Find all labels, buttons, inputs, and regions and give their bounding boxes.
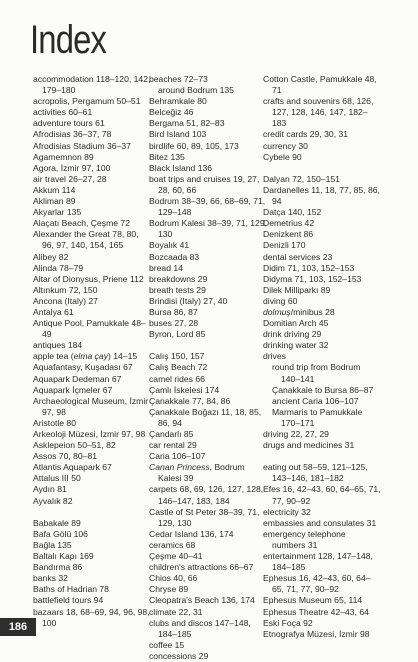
index-entry: Calış Beach 72	[149, 362, 208, 373]
index-entry: drives	[263, 351, 286, 362]
index-entry: coffee 15	[149, 639, 185, 650]
index-entry: diving 60	[263, 295, 298, 306]
index-subentry: Marmaris to Pamukkale 170–171	[272, 406, 363, 428]
index-entry: Alinda 78–79	[33, 262, 84, 273]
index-entry: Aquapark Dedeman 67	[33, 373, 122, 384]
index-entry: Dardanelles 11, 18, 77, 85, 86, 94	[263, 184, 380, 207]
index-entry: bazaars 18, 68–69, 94, 96, 98, 100	[33, 606, 150, 628]
index-entry: Ancona (Italy) 27	[33, 295, 98, 306]
index-entry: breakdowns 29	[149, 273, 208, 284]
index-entry: activities 60–61	[33, 107, 93, 118]
index-entry: dental services 23	[263, 251, 333, 262]
index-entry: crafts and souvenirs 68, 126, 127, 128, 146, 147, 182–183	[263, 96, 374, 129]
index-entry: Afrodisias Stadium 36–37	[33, 140, 131, 151]
index-entry: dolmuş/minibus 28	[263, 306, 335, 317]
index-entry: Boyalık 41	[149, 240, 190, 251]
index-entry: Byron, Lord 85	[149, 329, 206, 340]
index-entry: Altar of Dionysus, Priene 112	[33, 273, 144, 284]
index-entry: Chryse 89	[149, 584, 189, 595]
index-entry: Behramkale 80	[149, 96, 207, 107]
index-entry: Didyma 71, 103, 152–153	[263, 273, 362, 284]
index-subentry: ancient Caria 106–107	[272, 395, 359, 406]
index-entry: birdlife 60, 89, 105, 173	[149, 140, 239, 151]
index-entry: Afrodisias 36–37, 78	[33, 129, 112, 140]
index-entry: Etnografya Müzesi, İzmir 98	[263, 628, 370, 639]
index-entry: Çamlı İskelesi 174	[149, 384, 220, 395]
letter-group-gap	[33, 507, 151, 518]
index-entry: Efes 16, 42–43, 60, 64–65, 71, 77, 90–92	[263, 484, 381, 506]
index-entry: Denizkent 86	[263, 229, 314, 240]
index-entry: carpets 68, 69, 126, 127, 128, 146–147, 183, 184	[149, 484, 264, 506]
index-entry: Agamemnon 89	[33, 151, 94, 162]
index-entry: clubs and discos 147–148, 184–185	[149, 617, 251, 639]
index-entry: Ephesus Theatre 42–43, 64	[263, 606, 369, 617]
index-entry: air travel 26–27, 28	[33, 173, 107, 184]
index-entry: Datça 140, 152	[263, 207, 322, 218]
index-entry: adventure tours 61	[33, 118, 105, 129]
index-subentry: round trip from Bodrum 140–141	[272, 362, 361, 384]
index-entry: Bafa Gölü 106	[33, 528, 88, 539]
index-entry: Bozcaada 83	[149, 251, 200, 262]
index-entry: drugs and medicines 31	[263, 440, 355, 451]
index-subentry: around Bodrum 135	[158, 85, 234, 96]
index-entry: Calış 150, 157	[149, 351, 205, 362]
index-column-1	[33, 74, 151, 629]
index-entry: Cotton Castle, Pamukkale 48, 71	[263, 74, 377, 96]
index-entry: Bird Island 103	[149, 129, 207, 140]
index-entry: children's attractions 66–67	[149, 562, 254, 573]
page-number: 186	[0, 618, 36, 636]
index-entry: ceramics 68	[149, 539, 196, 550]
index-entry: buses 27, 28	[149, 318, 199, 329]
index-column-3	[263, 74, 381, 640]
index-entry: Aristotle 80	[33, 417, 76, 428]
index-entry: Cybele 90	[263, 151, 302, 162]
index-entry: Aydın 81	[33, 484, 67, 495]
page-title: Index	[30, 18, 107, 62]
index-entry: Baltalı Kapı 169	[33, 551, 94, 562]
index-entry: Çanakkale 77, 84, 86	[149, 395, 231, 406]
index-entry: Agora, İzmir 97, 100	[33, 162, 111, 173]
index-entry: Bodrum 38–39, 66, 68–69, 71, 129–148	[149, 196, 266, 218]
index-entry: accommodation 118–120, 142, 179–180	[33, 74, 151, 96]
index-entry: Black Island 136	[149, 162, 213, 173]
index-entry: antiques 184	[33, 340, 83, 351]
index-entry: Eski Foça 92	[263, 617, 313, 628]
index-entry: Akyarlar 135	[33, 207, 82, 218]
index-entry: Alaçatı Beach, Çeşme 72	[33, 218, 130, 229]
index-entry: Brindisi (Italy) 27, 40	[149, 295, 228, 306]
letter-group-gap	[263, 451, 381, 462]
index-entry: Castle of St Peter 38–39, 71, 129, 130	[149, 506, 260, 528]
index-entry: banks 32	[33, 573, 68, 584]
index-entry: Arkeoloji Müzesi, İzmir 97, 98	[33, 429, 146, 439]
index-entry: currency 30	[263, 140, 308, 151]
index-entry: Alexander the Great 78, 80, 96, 97, 140, 154, 165	[33, 229, 139, 251]
index-entry: drink driving 29	[263, 329, 322, 340]
index-entry: emergency telephone numbers 31	[263, 528, 346, 550]
index-entry: Cleopatra's Beach 136, 174	[149, 595, 255, 606]
index-entry: entertainment 128, 147–148, 184–185	[263, 551, 373, 573]
index-entry: Antique Pool, Pamukkale 48–49	[33, 318, 146, 340]
index-entry: concessions 29	[149, 650, 209, 661]
index-entry: Chios 40, 66	[149, 573, 198, 584]
index-entry: beaches 72–73	[149, 74, 208, 84]
index-entry: Aquafantasy, Kuşadası 67	[33, 362, 133, 373]
index-entry: Canan Princess, Bodrum Kalesi 39	[149, 462, 245, 484]
index-entry: bread 14	[149, 262, 183, 273]
index-entry: breath tests 29	[149, 284, 206, 295]
letter-group-gap	[149, 340, 267, 351]
index-entry: Çanakkale Boğazı 11, 18, 85, 86, 94	[149, 406, 262, 428]
index-entry: Belceğiz 46	[149, 107, 194, 118]
index-entry: Archaeological Museum, İzmir 97, 98	[33, 395, 149, 417]
index-entry: Aquapark İçmeler 67	[33, 384, 113, 395]
index-entry: Altınkum 72, 150	[33, 284, 98, 295]
index-entry: Bandırma 86	[33, 562, 83, 573]
index-subentry: Çanakkale to Bursa 86–87	[272, 384, 374, 395]
index-entry: Didim 71, 103, 152–153	[263, 262, 355, 273]
index-entry: Bursa 86, 87	[149, 306, 198, 317]
index-entry: Atlantis Aquapark 67	[33, 462, 112, 473]
index-entry: Ayvalık 82	[33, 495, 73, 506]
index-entry: boat trips and cruises 19, 27, 28, 60, 66	[149, 173, 260, 195]
index-entry: driving 22, 27, 29	[263, 429, 329, 439]
index-entry: embassies and consulates 31	[263, 517, 377, 528]
index-entry: climate 22, 31	[149, 606, 203, 617]
index-column-2	[149, 74, 267, 662]
index-entry: Denizli 170	[263, 240, 306, 251]
index-entry: Bitez 135	[149, 151, 185, 162]
index-entry: acropolis, Pergamum 50–51	[33, 96, 141, 107]
index-entry: Akliman 89	[33, 196, 76, 207]
index-entry: Antalya 61	[33, 306, 74, 317]
index-entry: Ephesus Museum 65, 114	[263, 595, 363, 606]
index-entry: Dilek Milliparkı 89	[263, 284, 331, 295]
index-entry: Caria 106–107	[149, 451, 206, 462]
index-entry: camel rides 66	[149, 373, 205, 384]
index-entry: Baths of Hadrian 78	[33, 584, 109, 595]
index-entry: apple tea (elma çay) 14–15	[33, 351, 138, 362]
index-entry: Çandarlı 85	[149, 429, 194, 439]
index-entry: Akkum 114	[33, 184, 76, 195]
index-entry: Bodrum Kalesi 38–39, 71, 129, 130	[149, 218, 268, 240]
index-entry: Domitian Arch 45	[263, 318, 329, 329]
index-entry: credit cards 29, 30, 31	[263, 129, 349, 140]
index-entry: Bergama 51, 82–83	[149, 118, 225, 129]
index-entry: Bağla 135	[33, 539, 72, 550]
index-entry: Asklepeion 50–51, 82	[33, 440, 116, 451]
index-entry: Alibey 82	[33, 251, 69, 262]
index-entry: Assos 70, 80–81	[33, 451, 98, 462]
index-entry: electricity 32	[263, 506, 311, 517]
letter-group-gap	[263, 163, 381, 174]
index-entry: Çeşme 40–41	[149, 551, 203, 562]
index-entry: car rental 29	[149, 440, 197, 451]
index-entry: Demetrius 42	[263, 218, 315, 229]
index-entry: drinking water 32	[263, 340, 329, 351]
index-entry: Attalus III 50	[33, 473, 81, 484]
index-entry: Cedar Island 136, 174	[149, 528, 234, 539]
index-entry: eating out 58–59, 121–125, 143–146, 181–182	[263, 462, 368, 484]
index-entry: Babakale 89	[33, 517, 81, 528]
index-entry: battlefield tours 94	[33, 595, 104, 606]
index-entry: Dalyan 72, 150–151	[263, 173, 340, 184]
index-entry: Ephesus 16, 42–43, 60, 64–65, 71, 77, 90–92	[263, 573, 371, 595]
